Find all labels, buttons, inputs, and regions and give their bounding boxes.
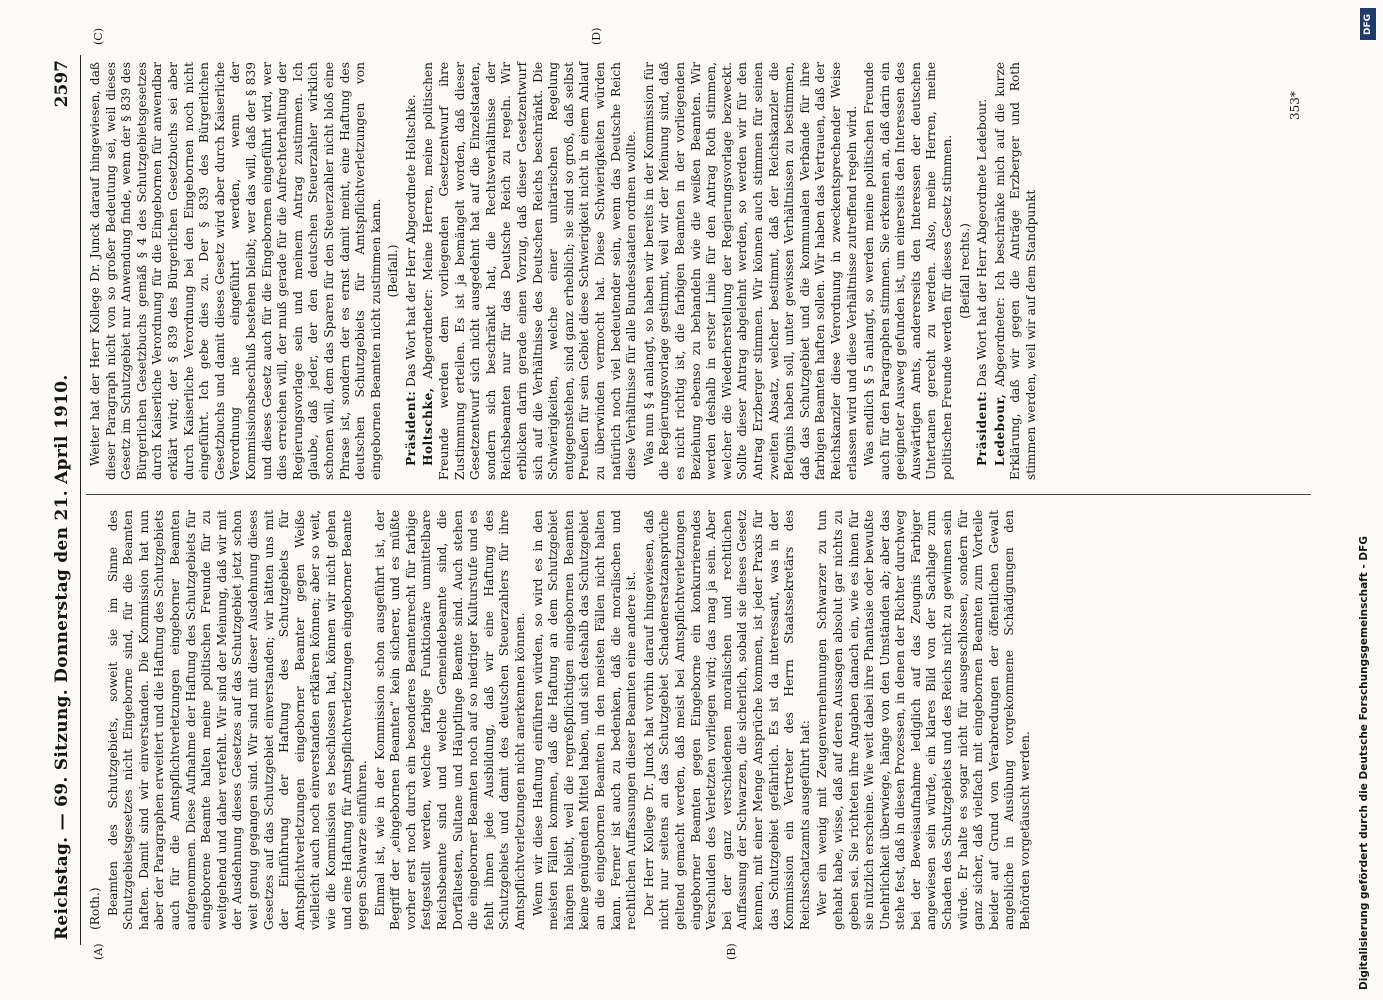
- remark-text: Das Wort hat der Herr Abgeordnete Ledebour.: [975, 98, 990, 387]
- speaker-label: Präsident:: [403, 390, 418, 466]
- left-column: [88, 510, 1036, 930]
- speaker-label: Holtschke,: [421, 387, 436, 466]
- margin-marker-b: (B): [725, 943, 738, 960]
- president-remark: [975, 62, 991, 480]
- digitization-credit: [1358, 10, 1372, 990]
- applause-note: (Beifall.): [386, 244, 401, 298]
- header-title: Reichstag. — 69. Sitzung. Donnerstag den 21. April 1910.: [52, 374, 72, 940]
- paragraph: Einmal ist, wie in der Kommission schon ausgeführt ist, der Begriff der „eingebornen Beamten“ kein sicherer, und es müßte vorher erst noch durch ein besonderes Beamtenrecht für farbige festgestellt werden, welche farbige Funktionäre unmittelbare Reichsbeamte sind und welche Gemeindebeamte sind, die Dorfältesten, Sultane und Häuptlinge Beamte sind. Auch stehen die eingeborner Beamten noch auf so niedriger Kulturstufe und es fehlt ihnen jede Ausbildung, daß wir eine Haftung des Schutzgebiets und damit des deutschen Steuerzahlers für ihre Amtspflichtverletzungen nicht anerkennen können.: [372, 510, 528, 930]
- margin-marker-a: (A): [92, 943, 105, 960]
- paragraph: Was endlich § 5 anlangt, so werden meine politischen Freunde auch für den Paragraphen stimmen. Sie erkennen an, daß darin ein geeigneter Ausweg gefunden ist, um einerseits den Interessen des Auswärtigen Amts, andererseits den Interessen der deutschen Untertanen gerecht zu werden. Also, meine Herren, meine politischen Freunde werden für dieses Gesetz stimmen.: [862, 62, 955, 480]
- speech: [993, 62, 1040, 480]
- credit-text: Digitalisierung gefördert durch die Deutsche Forschungsgemeinschaft - DFG: [1358, 536, 1370, 990]
- margin-marker-d: (D): [590, 27, 603, 45]
- applause-note: (Beifall rechts.): [957, 223, 972, 319]
- header-rule: [80, 55, 81, 945]
- speaker-ref: (Roth.): [88, 887, 102, 930]
- president-remark: [404, 62, 420, 480]
- speaker-label: Ledebour,: [992, 393, 1007, 466]
- paragraph: Weiter hat der Herr Kollege Dr. Junck darauf hingewiesen, daß dieser Paragraph nicht von so großer Bedeutung sei, weil dieses Gesetz im Schutzgebiet nur Anwendung finde, wenn der § 839 des Bürgerlichen Gesetzbuchs gemäß § 4 des Schutzgebietsgesetzes durch Kaiserliche Verordnung für die Eingebornen für anwendbar erklärt wird; der § 839 des Bürgerlichen Gesetzbuchs sei aber durch Kaiserliche Verordnung bei den Eingebornen noch nicht eingeführt. Ich gebe dies zu. Der § 839 des Bürgerlichen Gesetzbuchs und damit dieses Gesetz wird aber durch Kaiserliche Verordnung nie eingeführt werden, wenn der Kommissionsbeschluß bestehen bleibt; wer das will, daß der § 839 und dieses Gesetz auch für die Eingebornen eingeführt wird, wer dies erreichen will, der muß gerade für die Aufrechterhaltung der Regierungsvorlage sein und meinem Antrag zustimmen. Ich glaube, daß jeder, der den deutschen Steuerzahler wirklich schonen will, dem das Sparen für den Steuerzahler nicht bloß eine Phrase ist, sondern der es ernst damit meint, eine Haftung des deutschen Schutzgebiets für Amtspflichtverletzungen von eingebornen Beamten nicht zustimmen kann.: [88, 62, 383, 480]
- remark-text: Das Wort hat der Herr Abgeordnete Holtschke.: [403, 94, 418, 387]
- paragraph: Wenn wir diese Haftung einführen würden, so wird es in den meisten Fällen kommen, daß die Haftung an dem Schutzgebiet hängen bleibt, weil die regreßpflichtigen eingebornen Beamten keine genügenden Mittel haben, und sich deshalb das Schutzgebiet an die eingebornen Beamten in den meisten Fällen nicht halten kann. Ferner ist auch zu bedenken, daß die moralischen und rechtlichen Auffassungen dieser Beamten eine andere ist.: [530, 510, 639, 930]
- speech: [421, 62, 639, 480]
- sheet-mark: 353*: [1288, 91, 1302, 120]
- speaker-label: Präsident:: [975, 390, 990, 466]
- dfg-logo: DFG: [1360, 8, 1376, 40]
- paragraph: Was nun § 4 anlangt, so haben wir bereits in der Kommission für die Regierungsvorlage gestimmt, weil wir der Meinung sind, daß es nicht richtig ist, die farbigen Beamten in der vorliegenden Beziehung ebenso zu behandeln wie die weißen Beamten. Wir werden deshalb in erster Linie für den Antrag Roth stimmen, welcher die Wiederherstellung der Regierungsvorlage bezweckt. Sollte dieser Antrag abgelehnt werden, so werden wir für den Antrag Erzberger stimmen. Wir können auch stimmen für seinen zweiten Absatz, welcher bestimmt, daß der Reichskanzler die Befugnis haben soll, unter gewissen Verhältnissen zu bestimmen, daß das Schutzgebiet und die kommunalen Verbände für ihre farbigen Beamten haften sollen. Wir haben das Vertrauen, daß der Reichskanzler diese Verordnung in zweckentsprechender Weise erlassen wird und diese Verhältnisse zutreffend regeln wird.: [641, 62, 859, 480]
- quotation: Wer ein wenig mit Zeugenvernehmungen Schwarzer zu tun gehabt habe, wisse, daß auf deren Aussagen absolut gar nichts zu geben sei. Sie richteten ihre Angaben danach ein, wie es ihnen für sie nützlich erscheine. Wie weit dabei ihre Phantasie oder bewußte Unehrlichkeit überwiege, hänge von den Umständen ab; aber das stehe fest, daß in diesen Prozessen, in denen der Richter durchweg bei der Beweisaufnahme lediglich auf das Zeugnis Farbiger angewiesen sein würde, ein klares Bild von der Sachlage zum Schaden des Schutzgebiets und des Reichs nicht zu gewinnen sein würde. Er halte es sogar nicht für ausgeschlossen, sondern für ganz sicher, daß vielfach mit eingebornen Beamten zum Vorteile beider auf Grund von Verabredungen der öffentlichen Gewalt angebliche in Ausübung vorgekommene Schädigungen den Behörden vorgetäuscht werden.: [815, 510, 1033, 930]
- column-divider: [86, 494, 1311, 495]
- speech-text: Abgeordneter: Meine Herren, meine politischen Freunde werden dem vorliegenden Gesetzentwurf ihre Zustimmung erteilen. Es ist ja bemängelt worden, daß dieser Gesetzentwurf sich nicht ausgedehnt hat auf die Einzelstaaten, sondern sich beschränkt hat, die Rechtsverhältnisse der Reichsbeamten nur für das Deutsche Reich zu regeln. Wir erblicken darin gerade einen Vorzug, daß dieser Gesetzentwurf sich auf die Verhältnisse des Deutschen Reichs beschränkt. Die Schwierigkeiten, welche einer unitarischen Regelung entgegenstehen, sind ganz erheblich; sie sind so groß, daß selbst Preußen für sein Gebiet diese Schwierigkeit nicht in einem Anlauf zu überwinden vermocht hat. Diese Schwierigkeiten würden natürlich noch viel bedeutender sein, wenn das Deutsche Reich diese Verhältnisse für alle Bundesstaaten ordnen wollte.: [421, 62, 639, 480]
- page-number: 2597: [52, 60, 72, 108]
- paragraph: Der Herr Kollege Dr. Junck hat vorhin darauf hingewiesen, daß nicht nur seitens an das Schutzgebiet Schadenersatzansprüche geltend gemacht werden, daß meist bei Amtspflichtverletzungen eingeborner Beamten gegen Eingeborne ein konkurrierendes Verschulden des Verletzten vorliegen wird; das mag ja sein. Aber bei der ganz verschiedenen moralischen und rechtlichen Auffassung der Schwarzen, die sicherlich, sobald sie dieses Gesetz kennen, mit einer Menge Ansprüche kommen, ist jeder Praxis für das Schutzgebiet gefährlich. Es ist da interessant, was in der Kommission ein Vertreter des Herrn Staatssekretärs des Reichsschatzamts ausgeführt hat:: [641, 510, 812, 930]
- speech-text: Abgeordneter: Ich beschränke mich auf die kurze Erklärung, daß wir gegen die Anträge Erzberger und Roth stimmen werden, weil wir auf dem Standpunkt: [992, 61, 1039, 480]
- margin-marker-c: (C): [92, 28, 105, 45]
- right-column: [88, 62, 1042, 480]
- page-header: [52, 60, 82, 940]
- paragraph: Beamten des Schutzgebiets, soweit sie im Sinne des Schutzgebietsgesetzes nicht Eingeborne sind, für die Beamten haften. Damit sind wir einverstanden. Die Kommission hat nun aber der Paragraphen erweitert und die Haftung des Schutzgebiets auch für die Amtspflichtverletzungen eingeborner Beamten aufgenommen. Diese Aufnahme der Haftung des Schutzgebiets für eingeborene Beamte halten meine politischen Freunde für zu weitgehend und daher verfehlt. Wir sind der Meinung, daß wir mit der Ausdehnung dieses Gesetzes auf das Schutzgebiet jetzt schon weit genug gegangen sind. Wir sind mit dieser Ausdehnung dieses Gesetzes auf das Schutzgebiet einverstanden; wir hätten uns mit der Einführung der Haftung des Schutzgebiets für Amtspflichtverletzungen eingeborner Beamter gegen Weiße vielleicht auch noch einverstanden erklären können; aber so weit, wie die Kommission es beschlossen hat, können wir nicht gehen und eine Haftung für Amtspflichtverletzungen eingeborner Beamte gegen Schwarze einführen.: [105, 510, 370, 930]
